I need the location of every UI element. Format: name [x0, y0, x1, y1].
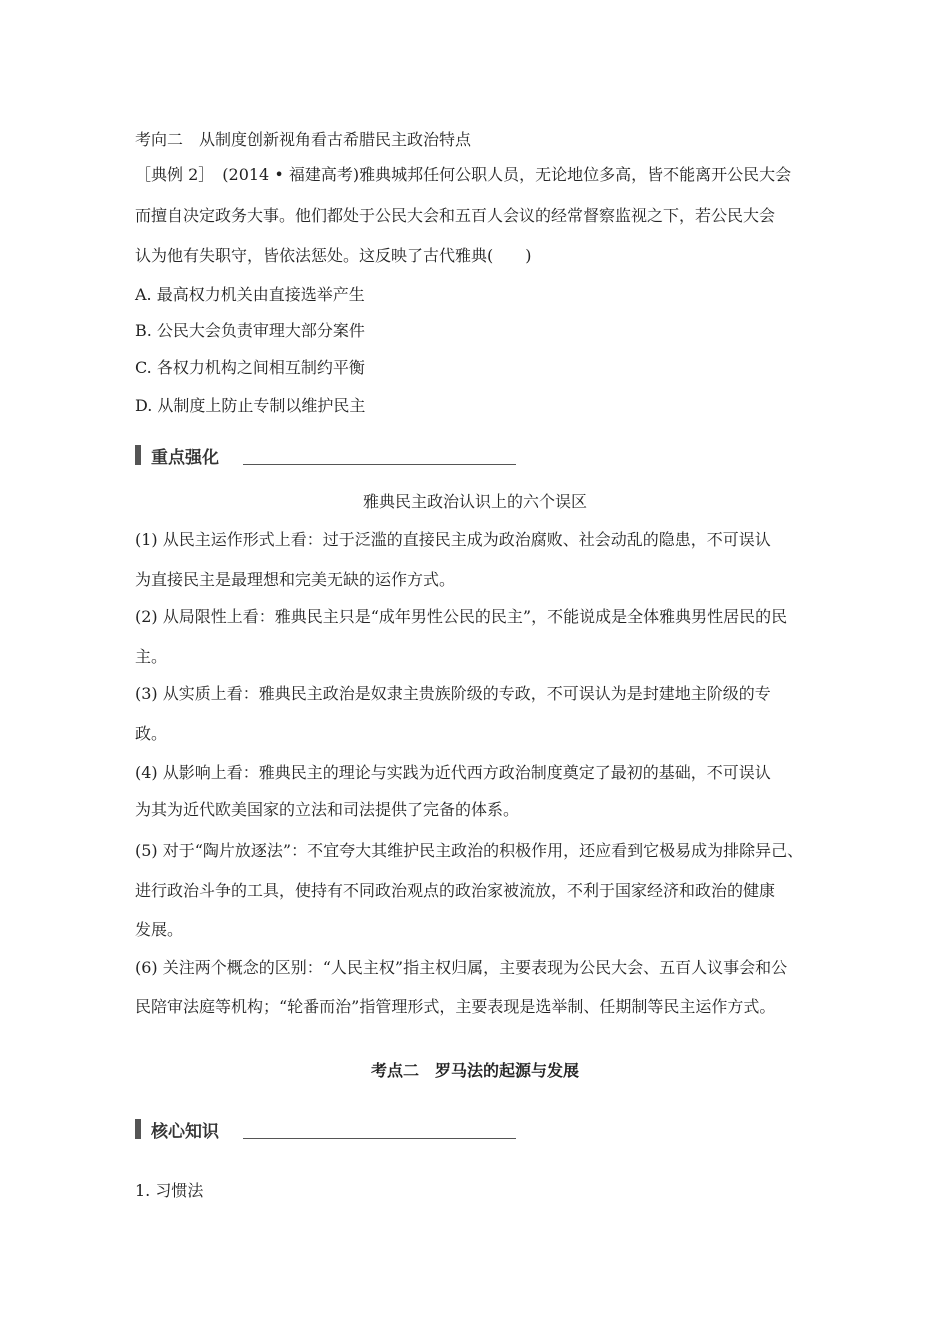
section-bar-icon: [135, 445, 141, 465]
section-bar-icon: [135, 1119, 141, 1139]
misconception-line: 主。: [135, 647, 168, 666]
misconception-line: 民陪审法庭等机构；“轮番而治”指管理形式，主要表现是选举制、任期制等民主运作方式。: [135, 997, 776, 1016]
misconceptions-title: 雅典民主政治认识上的六个误区: [362, 492, 587, 511]
section-rule: [243, 464, 516, 465]
option-b: B. 公民大会负责审理大部分案件: [135, 321, 365, 340]
section-heading-core-knowledge: [135, 1117, 219, 1141]
section-heading-key-points: [135, 443, 219, 467]
section-rule: [243, 1138, 516, 1139]
misconception-line: 为其为近代欧美国家的立法和司法提供了完备的体系。: [135, 800, 520, 819]
misconception-line: (5) 对于“陶片放逐法”：不宜夸大其维护民主政治的积极作用，还应看到它极易成为排除异己、: [135, 841, 804, 860]
example-line: ［典例 2］ (2014 • 福建高考)雅典城邦任何公职人员，无论地位多高，皆不能离开公民大会: [135, 165, 792, 184]
misconception-line: (6) 关注两个概念的区别：“人民主权”指主权归属，主要表现为公民大会、五百人议事会和公: [135, 958, 788, 977]
section-title: 重点强化: [151, 447, 219, 468]
section-title: 核心知识: [151, 1121, 219, 1142]
option-d: D. 从制度上防止专制以维护民主: [135, 396, 366, 415]
example-line: 认为他有失职守，皆依法惩处。这反映了古代雅典( ): [135, 246, 532, 265]
item-1: 1. 习惯法: [135, 1181, 204, 1200]
misconception-line: 为直接民主是最理想和完美无缺的运作方式。: [135, 570, 456, 589]
option-c: C. 各权力机构之间相互制约平衡: [135, 358, 365, 377]
misconception-line: (4) 从影响上看：雅典民主的理论与实践为近代西方政治制度奠定了最初的基础，不可误认: [135, 763, 771, 782]
misconception-line: (3) 从实质上看：雅典民主政治是奴隶主贵族阶级的专政，不可误认为是封建地主阶级的专: [135, 684, 771, 703]
misconception-line: (1) 从民主运作形式上看：过于泛滥的直接民主成为政治腐败、社会动乱的隐患，不可误认: [135, 530, 771, 549]
example-line: 而擅自决定政务大事。他们都处于公民大会和五百人会议的经常督察监视之下，若公民大会: [135, 206, 776, 225]
misconception-line: 政。: [135, 724, 168, 743]
kaodian-title: 考点二 罗马法的起源与发展: [370, 1061, 579, 1080]
option-a: A. 最高权力机关由直接选举产生: [135, 285, 365, 304]
misconception-line: (2) 从局限性上看：雅典民主只是“成年男性公民的民主”，不能说成是全体雅典男性居民的民: [135, 607, 788, 626]
misconception-line: 发展。: [135, 920, 184, 939]
kaoxiang-title: 考向二 从制度创新视角看古希腊民主政治特点: [135, 130, 472, 149]
misconception-line: 进行政治斗争的工具，使持有不同政治观点的政治家被流放，不利于国家经济和政治的健康: [135, 881, 776, 900]
